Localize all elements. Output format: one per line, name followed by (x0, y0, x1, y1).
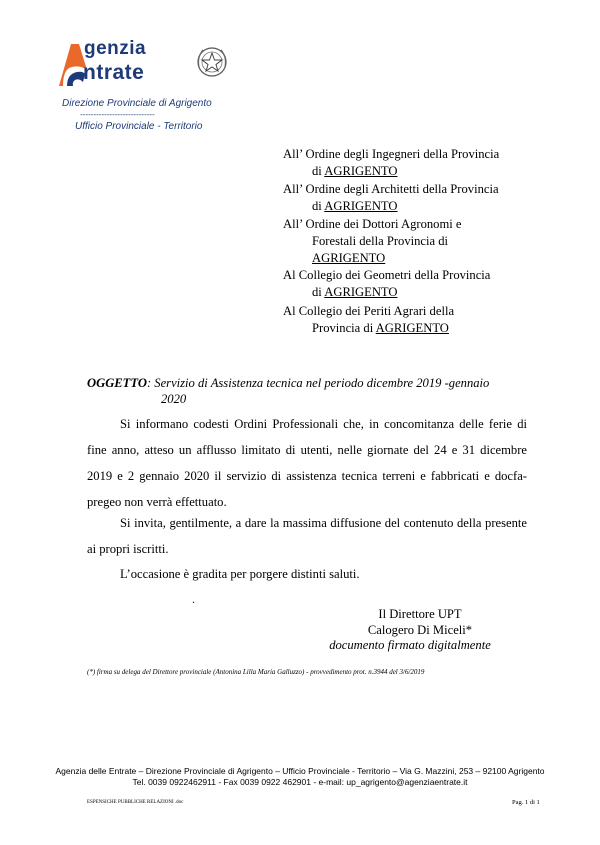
subject: OGGETTO: Servizio di Assistenza tecnica nel periodo dicembre 2019 -gennaio 2020 (87, 375, 527, 407)
signature-name: Calogero Di Miceli* (367, 623, 473, 637)
addressee-4: Al Collegio dei Geometri della Provincia di AGRIGENTO (283, 268, 491, 299)
addressee-5: Al Collegio dei Periti Agrari della Provincia di AGRIGENTO (283, 304, 455, 335)
footer-contacts: Tel. 0039 0922462911 - Fax 0039 0922 462901 - e-mail: up_agrigento@agenziaentrate.it (132, 777, 468, 787)
footnote: (*) firma su delega del Direttore provinciale (Antonina Lilla Maria Galluzzo) - provvedimento prot. n.3944 del 3/6/2019 (87, 668, 425, 676)
subject-continuation: 2020 (161, 392, 187, 406)
addressee-city: AGRIGENTO (324, 199, 398, 213)
republic-emblem-icon (195, 43, 229, 81)
signature-title: Il Direttore UPT (378, 607, 462, 621)
stray-dot: . (192, 592, 195, 606)
page-number: Pag. 1 di 1 (512, 799, 540, 806)
dept-line-2: Ufficio Provinciale - Territorio (75, 121, 203, 132)
dept-line-1: Direzione Provinciale di Agrigento (62, 98, 212, 109)
addressee-city: AGRIGENTO (324, 285, 398, 299)
body-paragraph-3: L’occasione è gradita per porgere distinti saluti. (120, 567, 360, 581)
addressee-city: AGRIGENTO (312, 251, 386, 265)
signature-note: documento firmato digitalmente (329, 638, 491, 652)
footer-filename: ESPENSICHE PUBBLICHE RELAZIONI .doc (87, 800, 184, 805)
body-paragraph-1: Si informano codesti Ordini Professionali che, in concomitanza delle ferie di fine anno, atteso un afflusso limitato di utenti, nelle giornate del 24 e 31 dicembre 2019 e 2 gennaio 2020 il servizio di assistenza tecnica terreni e fabbricati e docfa-pregeo non verrà effettuato. (87, 417, 527, 509)
footer (0, 766, 600, 788)
addressee-3: All’ Ordine dei Dottori Agronomi e Forestali della Provincia di AGRIGENTO (283, 217, 462, 265)
addressee-city: AGRIGENTO (324, 164, 398, 178)
dept-separator: ---------------------------- (80, 110, 155, 119)
footer-address: Agenzia delle Entrate – Direzione Provinciale di Agrigento – Ufficio Provinciale - Territorio – Via G. Mazzini, 253 – 92100 Agrigento (55, 766, 545, 776)
addressee-2: All’ Ordine degli Architetti della Provincia di AGRIGENTO (283, 182, 499, 213)
body-paragraph-2: Si invita, gentilmente, a dare la massima diffusione del contenuto della presente ai propri iscritti. (87, 516, 527, 556)
logo-text-agenzia: genzia (84, 38, 147, 59)
agenzia-entrate-logo (57, 40, 247, 90)
addressee-1: All’ Ordine degli Ingegneri della Provincia di AGRIGENTO (283, 147, 500, 178)
logo-text-entrate: ntrate (83, 61, 145, 84)
addressee-city: AGRIGENTO (375, 321, 449, 335)
subject-label: OGGETTO (87, 376, 147, 390)
